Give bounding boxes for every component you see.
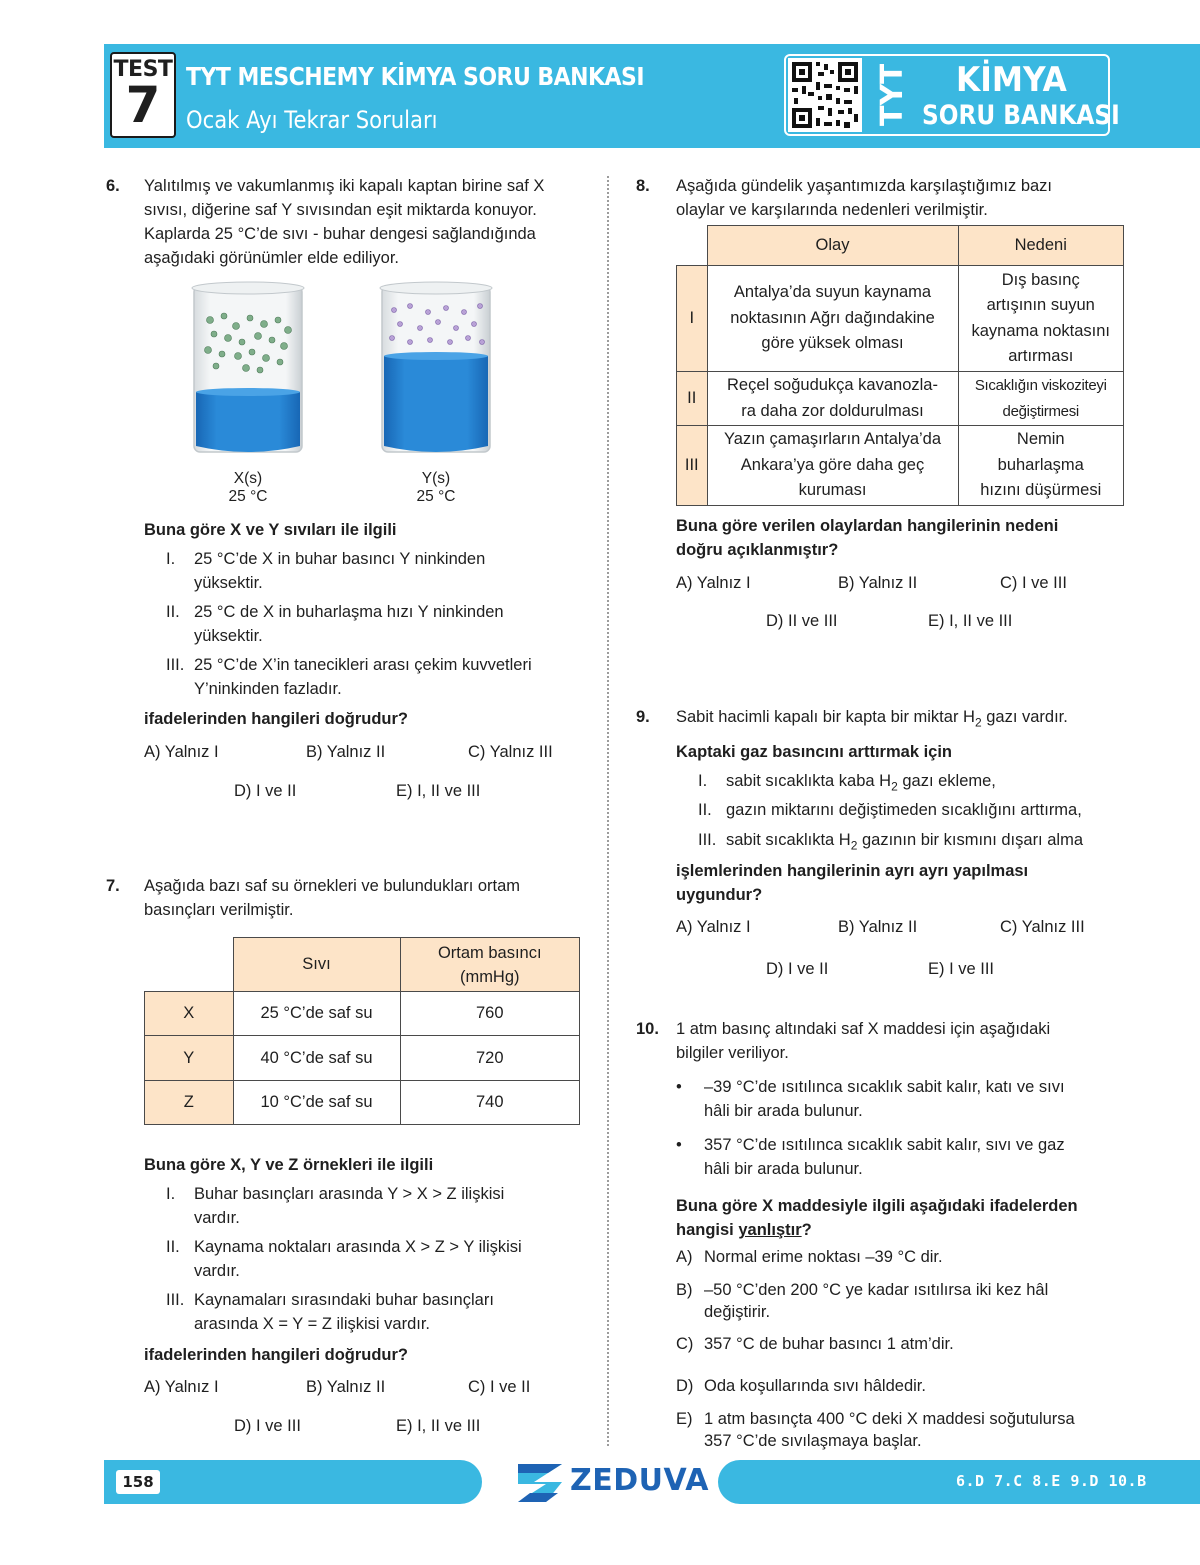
footer-left-bar xyxy=(104,1460,482,1504)
q6-line: sıvısı, diğerine saf Y sıvısından eşit miktarda konuyor. xyxy=(144,201,537,219)
q10-question-line: Buna göre X maddesiyle ilgili aşağıdaki ifadelerden xyxy=(676,1197,1078,1215)
cell-line: artırması xyxy=(1008,347,1074,365)
cell-line: Dış basınç xyxy=(1001,270,1080,289)
option-text: Oda koşullarında sıvı hâldedir. xyxy=(704,1377,926,1395)
statement xyxy=(166,600,596,648)
q6-number: 6. xyxy=(106,177,120,195)
statement xyxy=(166,653,596,701)
cell-line: Antalya’da suyun kaynama xyxy=(733,283,932,302)
option-line: –50 °C’den 200 °C ye kadar ısıtılırsa iki kez hâl xyxy=(704,1281,1049,1299)
statement-text: gazın miktarını değiştimeden sıcaklığını arttırma, xyxy=(726,801,1082,819)
statement-text xyxy=(194,600,504,648)
test-number: 7 xyxy=(125,76,161,134)
header-line: Ortam basıncı xyxy=(437,943,542,962)
book-title: TYT MESCHEMY KİMYA SORU BANKASI xyxy=(186,62,645,91)
q8-table xyxy=(676,225,1124,506)
beaker-y-temp: 25 °C xyxy=(416,488,456,505)
beaker-x-caption xyxy=(198,470,298,506)
q10-option-e[interactable] xyxy=(676,1408,1146,1452)
cell-line: kuruması xyxy=(798,481,867,500)
option-line: değiştirir. xyxy=(704,1303,771,1321)
q8-line: olaylar ve karşılarında nedenleri verilmiştir. xyxy=(676,201,988,219)
q9-question-line: işlemlerinden hangilerinin ayrı ayrı yapılması xyxy=(676,862,1029,880)
statement xyxy=(166,1182,596,1230)
statement-num: I. xyxy=(698,772,708,790)
q8-question xyxy=(676,514,1146,562)
q9-option-d[interactable]: D) I ve II xyxy=(766,960,829,978)
statement-text xyxy=(194,1288,494,1336)
option-letter: B) xyxy=(676,1281,693,1299)
q10-intro xyxy=(676,1017,1146,1065)
q10-option-b[interactable] xyxy=(676,1279,1146,1323)
table-row xyxy=(145,992,580,1036)
question-text: hangisi xyxy=(676,1221,739,1239)
q7-question: ifadelerinden hangileri doğrudur? xyxy=(144,1346,409,1364)
table-row xyxy=(677,266,1124,372)
option-letter: D) xyxy=(676,1377,694,1395)
statement-line: 25 °C’de X in buhar basıncı Y ninkinden xyxy=(194,550,486,568)
q9-question xyxy=(676,859,1146,907)
q9-option-c[interactable]: C) Yalnız III xyxy=(1000,918,1085,936)
cell-liquid: 40 °C’de saf su xyxy=(233,1036,400,1081)
statement-num: I. xyxy=(166,550,176,568)
q8-option-a[interactable]: A) Yalnız I xyxy=(676,574,751,592)
q6-option-c[interactable]: C) Yalnız III xyxy=(468,743,553,761)
statement xyxy=(166,1288,596,1336)
q10-number: 10. xyxy=(636,1020,659,1038)
statement-num: II. xyxy=(166,1238,180,1256)
statement-line: Buhar basınçları arasında Y > X > Z ilişkisi xyxy=(194,1185,505,1203)
q7-number: 7. xyxy=(106,877,120,895)
q6-line: Yalıtılmış ve vakumlanmış iki kapalı kaptan birine saf X xyxy=(144,177,545,195)
statement-num: II. xyxy=(166,603,180,621)
option-line: 357 °C’de sıvılaşmaya başlar. xyxy=(704,1432,922,1450)
table-empty-cell xyxy=(145,938,234,992)
cell-line: değiştirmesi xyxy=(1002,402,1079,420)
q10-bullets xyxy=(676,1075,1146,1181)
cell-event xyxy=(707,426,958,506)
q7-table xyxy=(144,937,580,1125)
q8-header-reason: Nedeni xyxy=(958,226,1124,266)
statement-text: sabit sıcaklıkta kaba H xyxy=(726,772,892,790)
option-text xyxy=(704,1279,1048,1323)
q8-option-e[interactable]: E) I, II ve III xyxy=(928,612,1013,630)
q7-option-a[interactable]: A) Yalnız I xyxy=(144,1378,219,1396)
bullet-icon: • xyxy=(676,1136,682,1154)
bullet-item xyxy=(676,1075,1146,1123)
beaker-y xyxy=(380,282,492,452)
q9-option-b[interactable]: B) Yalnız II xyxy=(838,918,918,936)
statement-text xyxy=(194,653,532,701)
statement-text xyxy=(194,1235,522,1283)
row-label: Z xyxy=(145,1081,234,1125)
subscript: 2 xyxy=(850,838,858,853)
q10-option-d[interactable] xyxy=(676,1374,1146,1398)
statement-num: I. xyxy=(166,1185,176,1203)
q7-line: Aşağıda bazı saf su örnekleri ve bulundukları ortam xyxy=(144,877,521,895)
row-label: II xyxy=(677,372,708,426)
test-badge xyxy=(110,52,176,138)
cell-line: Sıcaklığın viskoziteyi xyxy=(974,377,1107,394)
q7-header-liquid: Sıvı xyxy=(233,938,400,992)
q9-option-e[interactable]: E) I ve III xyxy=(928,960,995,978)
q6-stem: Buna göre X ve Y sıvıları ile ilgili xyxy=(144,521,397,539)
q9-statement-1 xyxy=(698,772,996,793)
beaker-y-caption xyxy=(386,470,486,506)
question-underlined: yanlıştır xyxy=(738,1221,802,1239)
q8-question-line: doğru açıklanmıştır? xyxy=(676,541,839,559)
statement-text: gazı ekleme, xyxy=(897,772,996,790)
cell-line: Reçel soğudukça kavanozla- xyxy=(727,376,938,394)
q7-option-c[interactable]: C) I ve II xyxy=(468,1378,531,1396)
cell-line: Ankara’ya göre daha geç xyxy=(740,455,925,474)
beaker-x-temp: 25 °C xyxy=(228,488,268,505)
cell-reason xyxy=(958,426,1124,506)
zeduva-logo-icon xyxy=(516,1462,564,1504)
bullet-line: 357 °C’de ısıtılınca sıcaklık sabit kalır, sıvı ve gaz xyxy=(704,1136,1065,1154)
statement-line: arasında X = Y = Z ilişkisi vardır. xyxy=(194,1315,430,1333)
cell-line: artışının suyun xyxy=(986,296,1095,314)
statement-text: sabit sıcaklıkta H xyxy=(726,831,851,849)
statement-num: III. xyxy=(698,831,717,849)
page-number: 158 xyxy=(116,1470,160,1494)
statement-num: III. xyxy=(166,656,185,674)
q6-option-b[interactable]: B) Yalnız II xyxy=(306,743,386,761)
q9-intro-text: gazı vardır. xyxy=(981,708,1068,726)
option-letter: C) xyxy=(676,1335,694,1353)
answer-key: 6.D 7.C 8.E 9.D 10.B xyxy=(956,1472,1147,1490)
beaker-x xyxy=(192,282,304,452)
brand-soru-bankasi: SORU BANKASI xyxy=(922,100,1120,131)
statement-text xyxy=(194,547,485,595)
option-letter: A) xyxy=(676,1248,693,1266)
q7-option-d[interactable]: D) I ve III xyxy=(234,1417,301,1435)
q6-option-d[interactable]: D) I ve II xyxy=(234,782,297,800)
cell-event xyxy=(707,266,958,372)
statement-text xyxy=(194,1182,504,1230)
statement-line: vardır. xyxy=(194,1209,240,1227)
statement-text: gazının bir kısmını dışarı alma xyxy=(857,831,1083,849)
test-label: TEST xyxy=(113,57,173,82)
statement-num: II. xyxy=(698,801,712,819)
q6-line: Kaplarda 25 °C’de sıvı - buhar dengesi sağlandığında xyxy=(144,225,536,243)
table-row xyxy=(677,372,1124,426)
row-label: I xyxy=(677,266,708,372)
statement-num: III. xyxy=(166,1291,185,1309)
table-row xyxy=(145,1036,580,1081)
cell-pressure: 760 xyxy=(400,992,580,1036)
q7-stem: Buna göre X, Y ve Z örnekleri ile ilgili xyxy=(144,1156,434,1174)
cell-liquid: 25 °C’de saf su xyxy=(233,992,400,1036)
row-label: X xyxy=(145,992,234,1036)
beaker-y-label: Y(s) xyxy=(421,470,451,487)
q6-line: aşağıdaki görünümler elde ediliyor. xyxy=(144,249,399,267)
q7-line: basınçları verilmiştir. xyxy=(144,901,294,919)
tyt-text: TYT xyxy=(875,64,910,126)
q6-intro xyxy=(144,174,594,270)
q7-statements xyxy=(166,1182,596,1336)
statement-line: yüksektir. xyxy=(194,574,263,592)
q9-option-a[interactable]: A) Yalnız I xyxy=(676,918,751,936)
bullet-text xyxy=(704,1133,1065,1181)
q8-header-event: Olay xyxy=(707,226,958,266)
option-text xyxy=(704,1408,1075,1452)
cell-line: buharlaşma xyxy=(997,455,1084,474)
cell-line: noktasının Ağrı dağındakine xyxy=(730,308,935,327)
q10-line: bilgiler veriliyor. xyxy=(676,1044,789,1062)
brand-kimya: KİMYA xyxy=(956,60,1067,100)
q9-question-line: uygundur? xyxy=(676,886,763,904)
q7-option-e[interactable]: E) I, II ve III xyxy=(396,1417,481,1435)
beakers-illustration xyxy=(180,276,510,466)
question-text: ? xyxy=(801,1221,812,1239)
cell-line: Nemin xyxy=(1016,430,1065,449)
statement-line: vardır. xyxy=(194,1262,240,1280)
q9-intro xyxy=(676,708,1068,729)
statement-line: Kaynamaları sırasındaki buhar basınçları xyxy=(194,1291,494,1309)
option-line: 1 atm basınçta 400 °C deki X maddesi soğutulursa xyxy=(704,1410,1075,1428)
subscript: 2 xyxy=(974,715,982,730)
q8-question-line: Buna göre verilen olaylardan hangilerinin nedeni xyxy=(676,517,1059,535)
q9-stem: Kaptaki gaz basıncını arttırmak için xyxy=(676,743,953,761)
cell-event xyxy=(707,372,958,426)
cell-reason xyxy=(958,372,1124,426)
q10-option-a[interactable] xyxy=(676,1245,1146,1269)
statement-line: Y’ninkinden fazladır. xyxy=(194,680,342,698)
q7-header-pressure xyxy=(400,938,580,992)
publisher-name: ZEDUVA xyxy=(570,1463,709,1498)
q8-option-c[interactable]: C) I ve III xyxy=(1000,574,1067,592)
statement-line: 25 °C’de X’in tanecikleri arası çekim kuvvetleri xyxy=(194,656,532,674)
table-row xyxy=(677,426,1124,506)
cell-pressure: 740 xyxy=(400,1081,580,1125)
table-empty-cell xyxy=(677,226,708,266)
q9-statement-3 xyxy=(698,831,1083,852)
q9-intro-text: Sabit hacimli kapalı bir kapta bir miktar H xyxy=(676,708,975,726)
statement-line: yüksektir. xyxy=(194,627,263,645)
q8-option-d[interactable]: D) II ve III xyxy=(766,612,838,630)
statement xyxy=(166,1235,596,1283)
cell-liquid: 10 °C’de saf su xyxy=(233,1081,400,1125)
test-subtitle: Ocak Ayı Tekrar Soruları xyxy=(186,106,438,134)
bullet-item xyxy=(676,1133,1146,1181)
bullet-text xyxy=(704,1075,1065,1123)
option-text: Normal erime noktası –39 °C dir. xyxy=(704,1248,943,1266)
q7-intro xyxy=(144,874,594,922)
bullet-line: hâli bir arada bulunur. xyxy=(704,1160,863,1178)
statement xyxy=(166,547,596,595)
row-label: III xyxy=(677,426,708,506)
q7-option-b[interactable]: B) Yalnız II xyxy=(306,1378,386,1396)
beaker-x-label: X(s) xyxy=(233,470,263,487)
q6-option-a[interactable]: A) Yalnız I xyxy=(144,743,219,761)
cell-line: göre yüksek olması xyxy=(761,334,904,353)
header-line: (mmHg) xyxy=(459,967,520,986)
statement-line: Kaynama noktaları arasında X > Z > Y ilişkisi xyxy=(194,1238,522,1256)
cell-line: kaynama noktasını xyxy=(971,321,1110,340)
bullet-icon: • xyxy=(676,1078,682,1096)
q8-option-b[interactable]: B) Yalnız II xyxy=(838,574,918,592)
option-text: 357 °C de buhar basıncı 1 atm’dir. xyxy=(704,1335,954,1353)
q8-number: 8. xyxy=(636,177,650,195)
q9-statement-2 xyxy=(698,801,1082,820)
tyt-vertical-label xyxy=(872,64,912,130)
q6-option-e[interactable]: E) I, II ve III xyxy=(396,782,481,800)
subscript: 2 xyxy=(891,779,898,794)
q10-option-c[interactable] xyxy=(676,1332,1146,1356)
bullet-line: hâli bir arada bulunur. xyxy=(704,1102,863,1120)
cell-line: hızını düşürmesi xyxy=(980,481,1102,500)
q8-intro xyxy=(676,174,1126,222)
table-row xyxy=(145,1081,580,1125)
qr-code-icon xyxy=(788,58,862,132)
bullet-line: –39 °C’de ısıtılınca sıcaklık sabit kalır, katı ve sıvı xyxy=(704,1078,1065,1096)
cell-reason xyxy=(958,266,1124,372)
q8-line: Aşağıda gündelik yaşantımızda karşılaştığımız bazı xyxy=(676,177,1053,195)
q10-question-line xyxy=(676,1218,1146,1242)
cell-pressure: 720 xyxy=(400,1036,580,1081)
cell-line: Yazın çamaşırların Antalya’da xyxy=(723,430,942,449)
row-label: Y xyxy=(145,1036,234,1081)
q9-number: 9. xyxy=(636,708,650,726)
q10-line: 1 atm basınç altındaki saf X maddesi için aşağıdaki xyxy=(676,1020,1051,1038)
q6-question: ifadelerinden hangileri doğrudur? xyxy=(144,710,409,728)
statement-line: 25 °C de X in buharlaşma hızı Y ninkinden xyxy=(194,603,504,621)
q10-question xyxy=(676,1194,1146,1242)
q6-statements xyxy=(166,547,596,701)
cell-line: ra daha zor doldurulması xyxy=(741,401,924,420)
option-letter: E) xyxy=(676,1410,693,1428)
column-divider xyxy=(607,176,609,1446)
